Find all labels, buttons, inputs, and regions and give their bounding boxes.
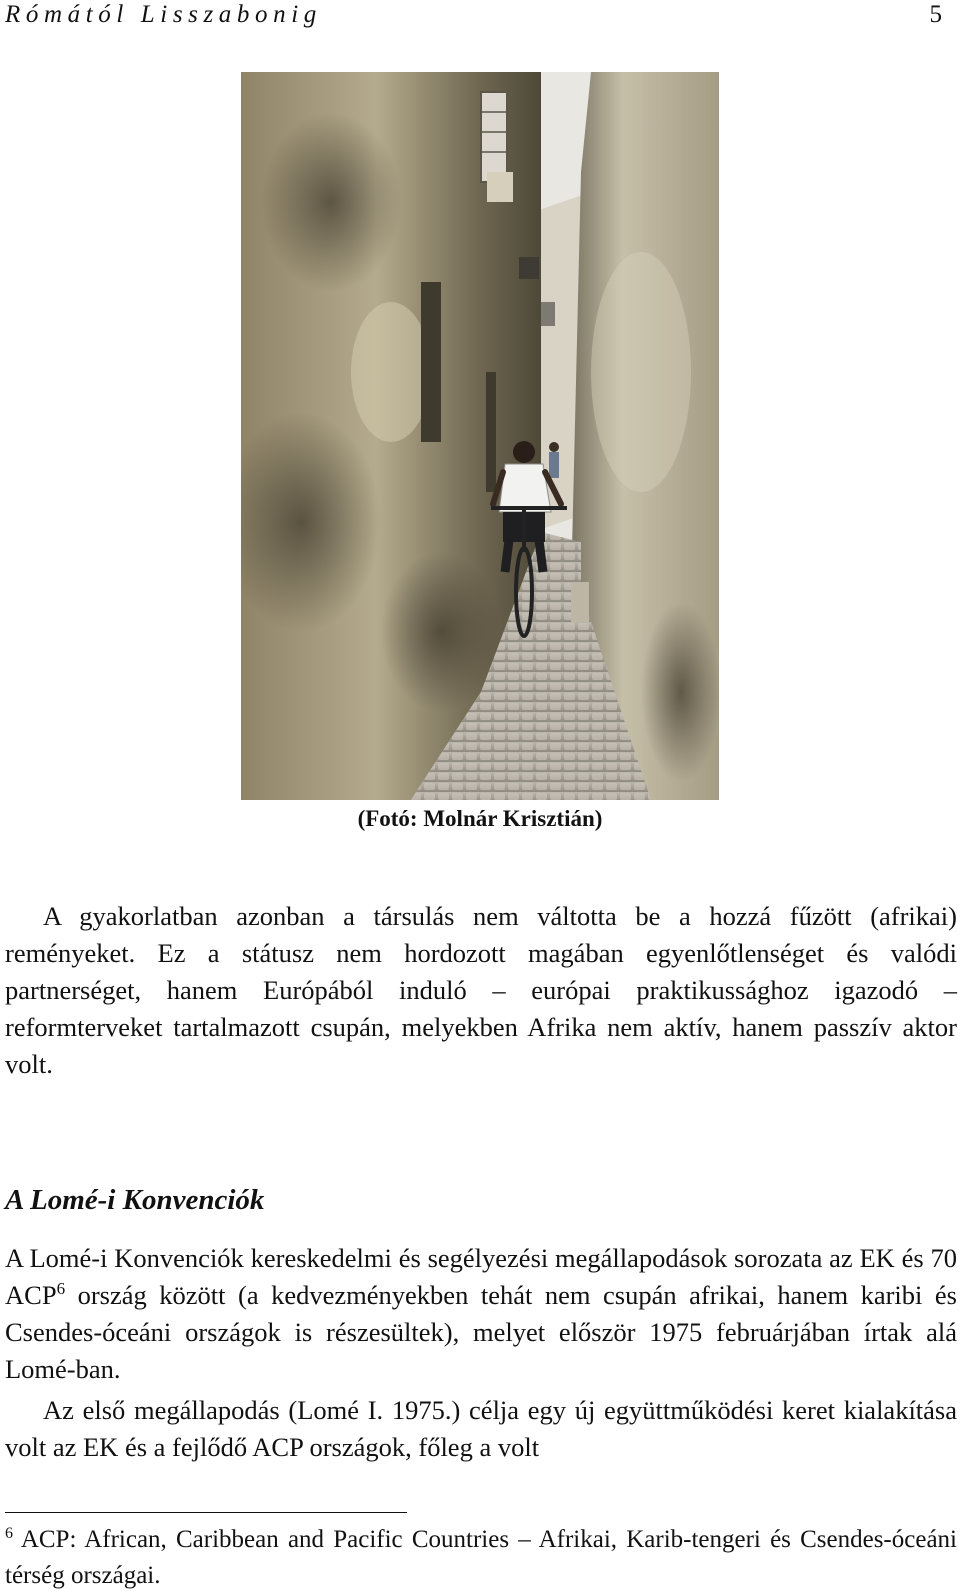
footnote: [5, 1522, 957, 1594]
body-paragraph-2: [5, 1240, 957, 1388]
section-heading: A Lomé-i Konvenciók: [5, 1184, 265, 1216]
alley-photo: [241, 72, 719, 800]
running-header: [5, 0, 942, 30]
paragraph-2-text-end: ország között (a kedvezményekben tehát nem csupán afrikai, hanem karibi és Csendes-óceáni országok is részesültek), melyet először 1975 februárjában írtak alá Lomé-ban.: [5, 1280, 957, 1384]
footnote-reference: 6: [56, 1279, 66, 1298]
body-paragraph-1: A gyakorlatban azonban a társulás nem váltotta be a hozzá fűzött (afrikai) reményeket. Ez a státusz nem hordozott magában egyenlőtlenséget és valódi partnerséget, hanem Európából induló – európai praktikussághoz igazodó – reformterveket tartalmazott csupán, melyekben Afrika nem aktív, hanem passzív aktor volt.: [5, 901, 957, 1079]
paragraph-2-text-start: A Lomé-i Konvenciók kereskedelmi és segélyezési megállapodások sorozata az EK és 70 ACP: [5, 1243, 957, 1310]
photo-caption: (Fotó: Molnár Krisztián): [357, 806, 603, 831]
body-paragraph-3: Az első megállapodás (Lomé I. 1975.) célja egy új együttműködési keret kialakítása volt az EK és a fejlődő ACP országok, főleg a volt: [5, 1395, 957, 1462]
footnote-number: 6: [5, 1525, 13, 1542]
footnote-separator: [5, 1512, 407, 1513]
footnote-text: ACP: African, Caribbean and Pacific Countries – Afrikai, Karib-tengeri és Csendes-óceáni térség országai.: [5, 1526, 957, 1589]
page-number: 5: [929, 1, 942, 28]
running-title: Rómától Lisszabonig: [5, 1, 322, 28]
